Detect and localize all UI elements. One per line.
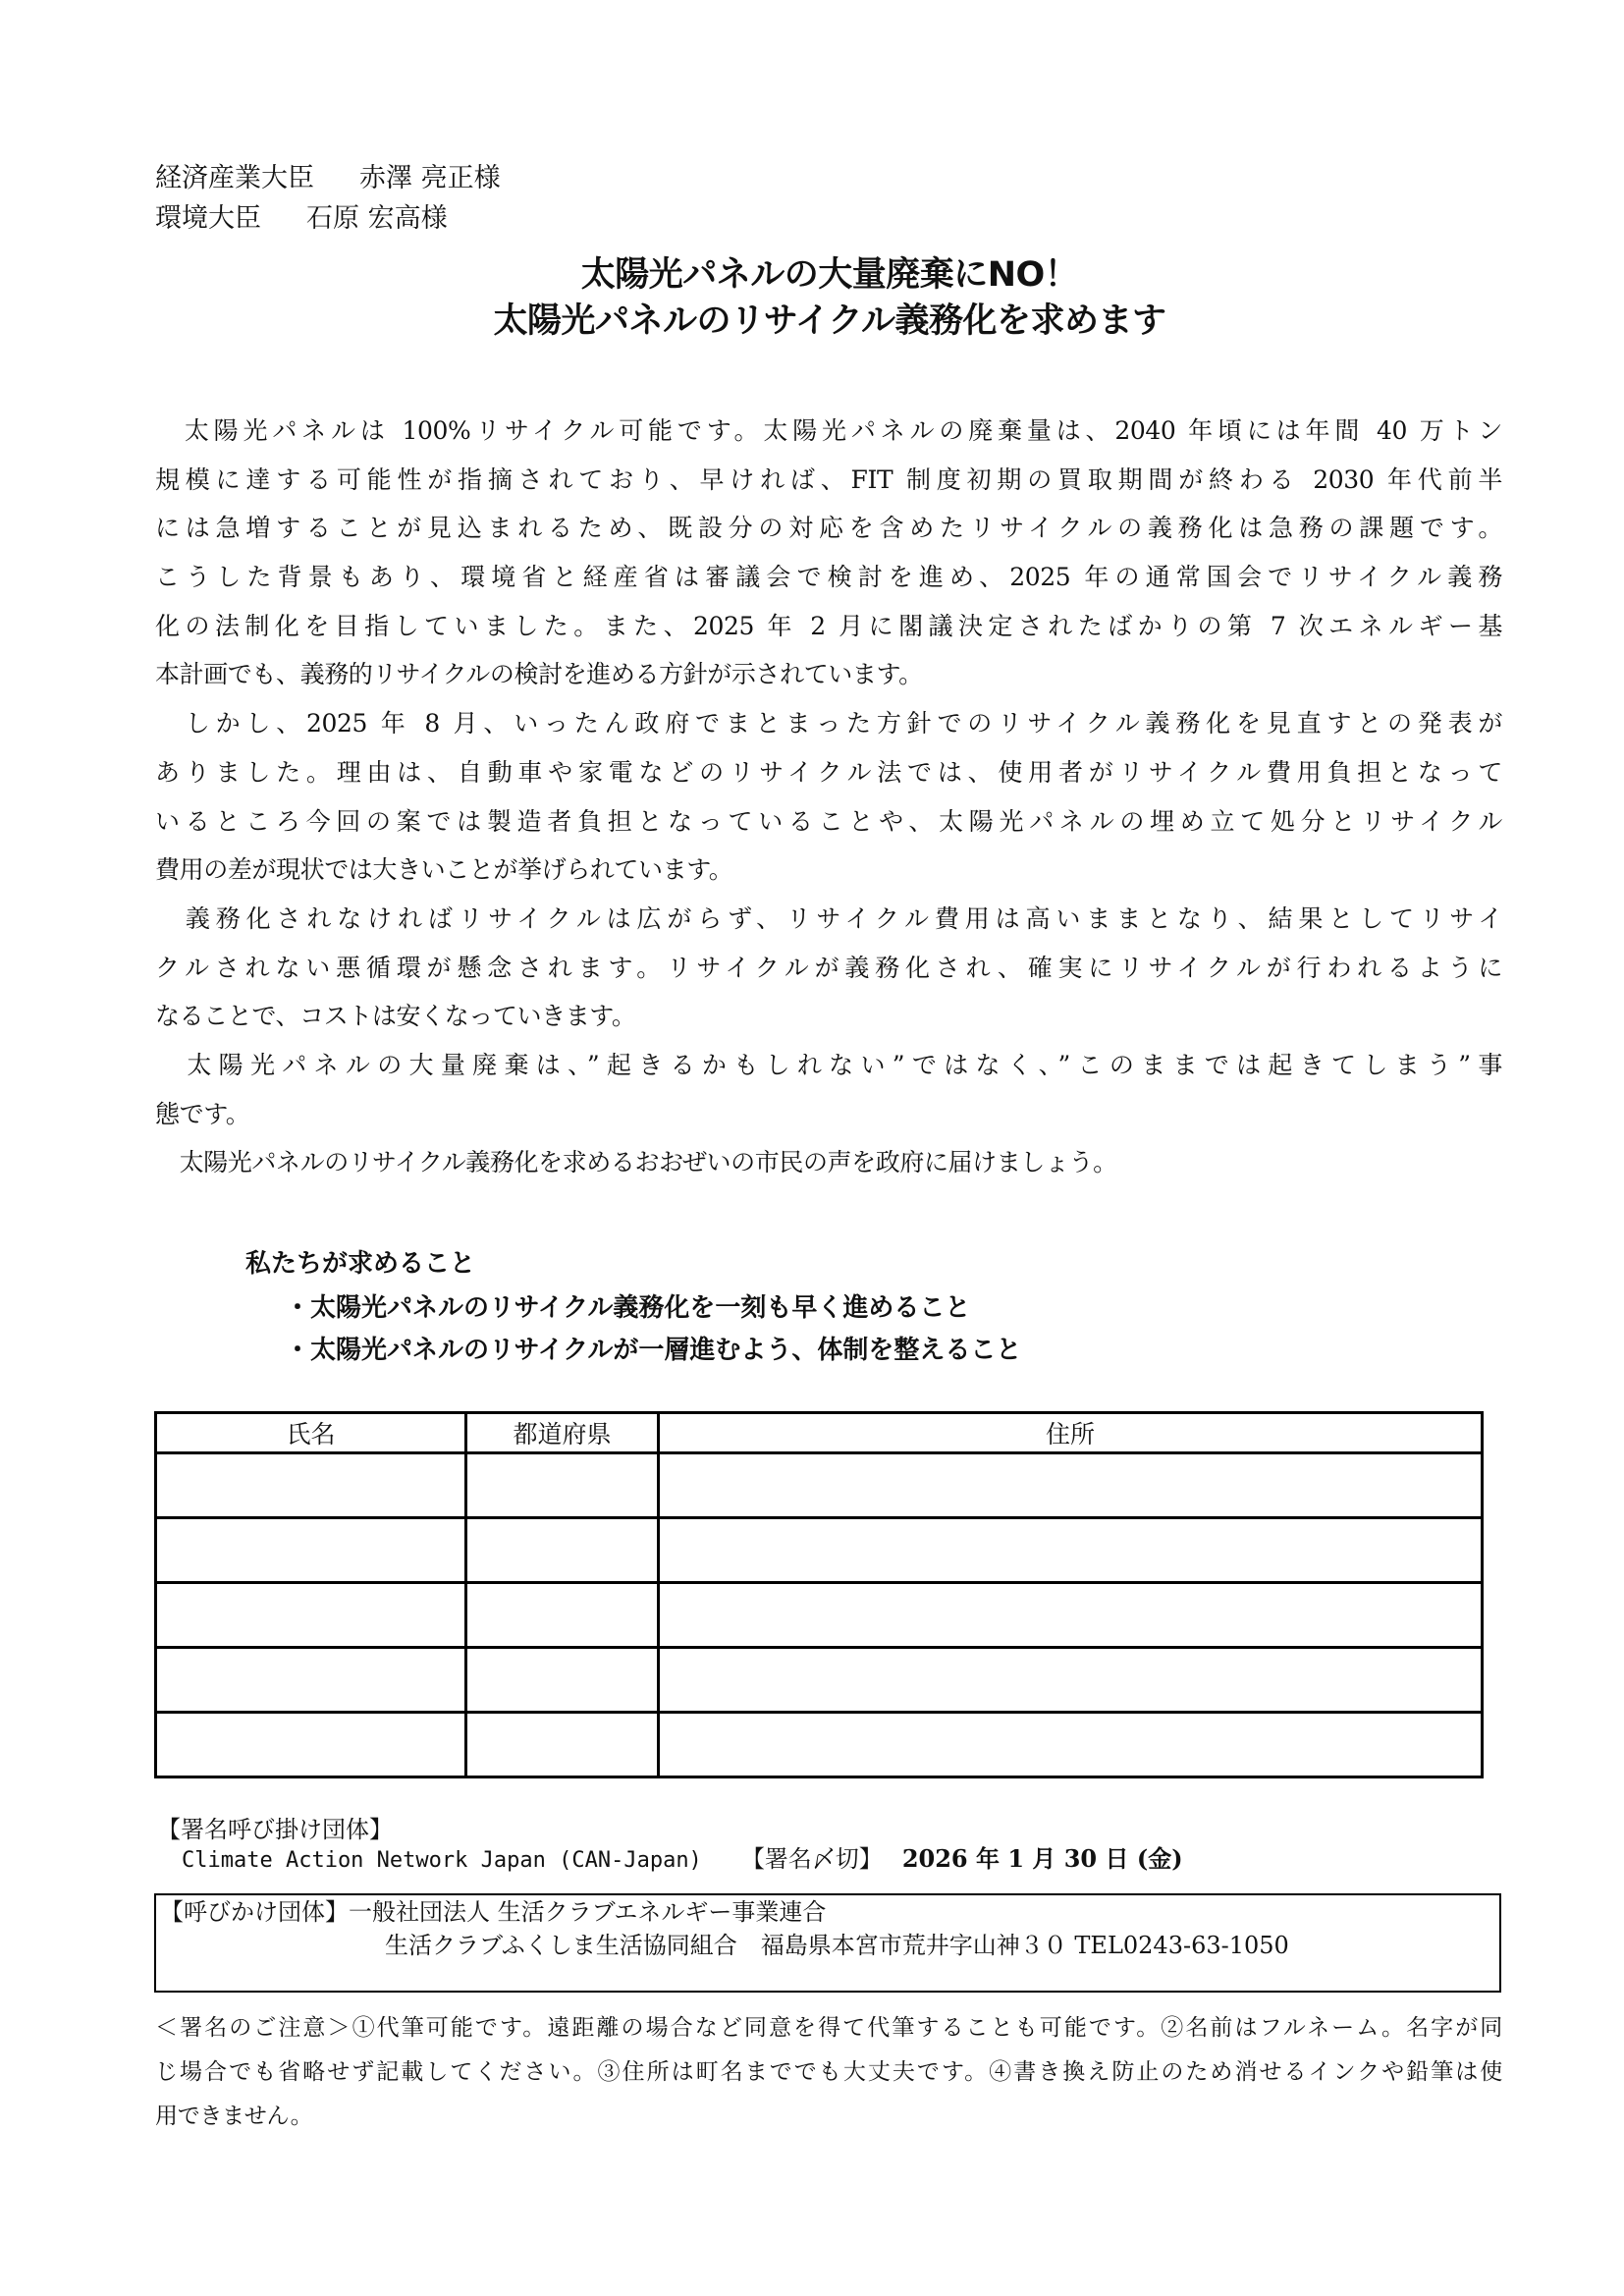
address-cell[interactable] (659, 1648, 1483, 1713)
title-line-2: 太陽光パネルのリサイクル義務化を求めます (493, 301, 1166, 341)
petition-body (155, 407, 1502, 1187)
name-cell[interactable] (156, 1713, 466, 1777)
body-line: なることで、コストは安くなっていきます。 (155, 1002, 636, 1031)
column-header-address: 住所 (659, 1413, 1483, 1453)
body-line: 化の法制化を目指していました。また、2025 年 2 月に閣議決定されたばかりの第 7 次エネルギー基 (155, 611, 1502, 640)
caller-org-1: 一般社団法人 生活クラブエネルギー事業連合 (349, 1898, 827, 1926)
prefecture-cell[interactable] (466, 1583, 659, 1648)
title-line-1: 太陽光パネルの大量廃棄にNO！ (580, 255, 1079, 295)
demand-item: ・太陽光パネルのリサイクル義務化を一刻も早く進めること (285, 1293, 971, 1323)
organizer-line (182, 1844, 1183, 1876)
note-line: 用できません。 (155, 2104, 313, 2129)
demand-item: ・太陽光パネルのリサイクルが一層進むよう、体制を整えること (285, 1336, 1022, 1365)
body-line: 太陽光パネルの大量廃棄は、”起きるかもしれない”ではなく、”このままでは起きてしまう”事 (155, 1050, 1502, 1079)
addressee-name: 赤澤 亮正様 (359, 163, 501, 193)
deadline-label: 【署名〆切】 (740, 1845, 883, 1873)
caller-label: 【呼びかけ団体】 (160, 1898, 349, 1926)
signature-table (154, 1411, 1484, 1778)
address-cell[interactable] (659, 1453, 1483, 1518)
name-cell[interactable] (156, 1453, 466, 1518)
addressee-title: 環境大臣 (155, 203, 261, 234)
addressee-title: 経済産業大臣 (155, 163, 314, 193)
prefecture-cell[interactable] (466, 1453, 659, 1518)
caller-org-2: 生活クラブふくしま生活協同組合 福島県本宮市荒井字山神３０ TEL0243-63-1050 (385, 1932, 1289, 1959)
table-row (156, 1713, 1483, 1777)
table-row (156, 1518, 1483, 1583)
addressee-2 (155, 203, 448, 235)
body-line: いるところ今回の案では製造者負担となっていることや、太陽光パネルの埋め立て処分とリサイクル (155, 806, 1502, 836)
organizer-name: Climate Action Network Japan (CAN-Japan) (182, 1848, 702, 1873)
note-line: ＜署名のご注意＞①代筆可能です。遠距離の場合など同意を得て代筆することも可能です。②名前はフルネーム。名字が同 (155, 2015, 1502, 2041)
body-line: こうした背景もあり、環境省と経産省は審議会で検討を進め、2025 年の通常国会でリサイクル義務 (155, 563, 1502, 592)
prefecture-cell[interactable] (466, 1713, 659, 1777)
table-row (156, 1648, 1483, 1713)
note-line: じ場合でも省略せず記載してください。③住所は町名まででも大丈夫です。④書き換え防止のため消せるインクや鉛筆は使 (155, 2059, 1502, 2085)
body-line: 態です。 (155, 1099, 250, 1128)
name-cell[interactable] (156, 1518, 466, 1583)
deadline-date: 2026 年 1 月 30 日 (金) (901, 1844, 1183, 1873)
body-line: 太陽光パネルのリサイクル義務化を求めるおおぜいの市民の声を政府に届けましょう。 (155, 1148, 1117, 1177)
caller-box (154, 1893, 1501, 1993)
body-line: 規模に達する可能性が指摘されており、早ければ、FIT 制度初期の買取期間が終わる 2030 年代前半 (155, 465, 1502, 494)
table-row (156, 1453, 1483, 1518)
name-cell[interactable] (156, 1648, 466, 1713)
address-cell[interactable] (659, 1583, 1483, 1648)
name-cell[interactable] (156, 1583, 466, 1648)
body-line: しかし、2025 年 8 月、いったん政府でまとまった方針でのリサイクル義務化を見直すとの発表が (155, 709, 1502, 738)
body-line: には急増することが見込まれるため、既設分の対応を含めたリサイクルの義務化は急務の課題です。 (155, 514, 1502, 543)
body-line: ありました。理由は、自動車や家電などのリサイクル法では、使用者がリサイクル費用負担となって (155, 757, 1502, 787)
table-row (156, 1583, 1483, 1648)
signature-notes (155, 2006, 1502, 2139)
prefecture-cell[interactable] (466, 1518, 659, 1583)
table-header-row (156, 1413, 1483, 1453)
caller-row-1 (160, 1897, 826, 1927)
address-cell[interactable] (659, 1518, 1483, 1583)
prefecture-cell[interactable] (466, 1648, 659, 1713)
addressee-name: 石原 宏高様 (306, 203, 448, 234)
address-cell[interactable] (659, 1713, 1483, 1777)
body-line: 太陽光パネルは 100%リサイクル可能です。太陽光パネルの廃棄量は、2040 年頃には年間 40 万トン (155, 416, 1502, 445)
body-line: クルされない悪循環が懸念されます。リサイクルが義務化され、確実にリサイクルが行われるように (155, 953, 1502, 982)
demands-heading: 私たちが求めること (245, 1249, 476, 1279)
body-line: 本計画でも、義務的リサイクルの検討を進める方針が示されています。 (155, 660, 923, 689)
column-header-prefecture: 都道府県 (466, 1413, 659, 1453)
body-line: 義務化されなければリサイクルは広がらず、リサイクル費用は高いままとなり、結果としてリサイ (155, 903, 1502, 933)
column-header-name: 氏名 (156, 1413, 466, 1453)
body-line: 費用の差が現状では大きいことが挙げられています。 (155, 855, 733, 885)
organizer-label: 【署名呼び掛け団体】 (157, 1816, 393, 1843)
addressee-1 (155, 163, 501, 194)
